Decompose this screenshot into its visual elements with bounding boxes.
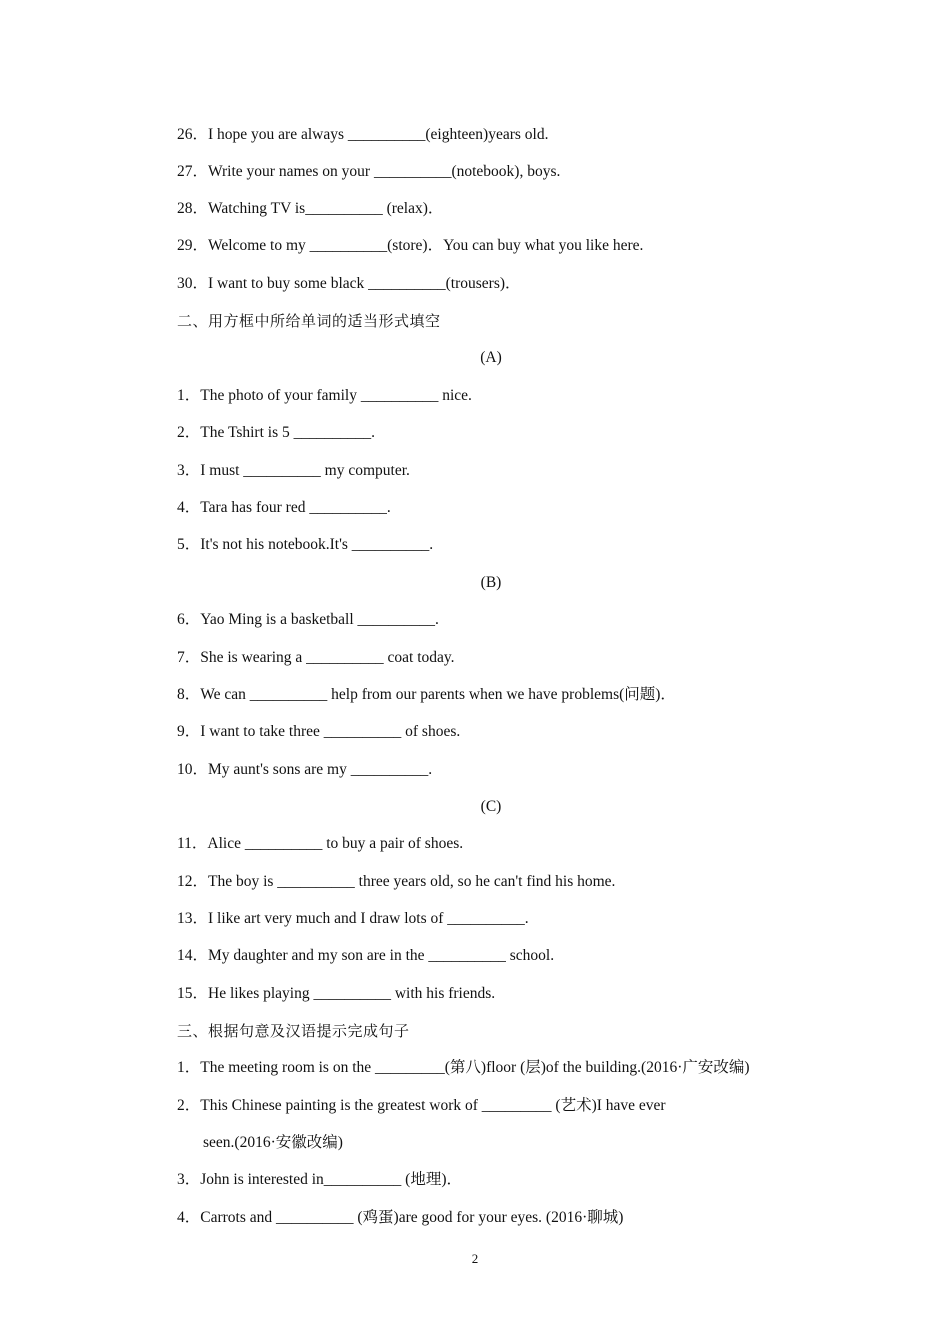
question-item: 1．The photo of your family __________ nice. xyxy=(177,387,472,404)
question-item: 26．I hope you are always __________(eighteen)years old. xyxy=(177,126,549,143)
question-item: 30．I want to buy some black __________(trousers)． xyxy=(177,275,521,292)
question-item: 2．The Tshirt is 5 __________. xyxy=(177,424,375,441)
question-item: 14．My daughter and my son are in the __________ school. xyxy=(177,947,555,964)
question-item: 28．Watching TV is__________ (relax)． xyxy=(177,200,444,217)
group-label: (C) xyxy=(480,798,502,815)
question-item: 7．She is wearing a __________ coat today. xyxy=(177,649,455,666)
question-item: 6．Yao Ming is a basketball __________. xyxy=(177,611,439,628)
question-item: 4．Tara has four red __________. xyxy=(177,499,391,516)
group-label: (B) xyxy=(480,574,502,591)
question-item: 2．This Chinese painting is the greatest work of _________ (艺术)I have ever xyxy=(177,1097,666,1114)
question-item: 11．Alice __________ to buy a pair of shoes. xyxy=(177,835,464,852)
question-item: 4．Carrots and __________ (鸡蛋)are good for your eyes. (2016·聊城) xyxy=(177,1209,624,1226)
question-item: 5．It's not his notebook.It's __________. xyxy=(177,536,434,553)
question-item-continuation: seen.(2016·安徽改编) xyxy=(203,1134,343,1151)
question-item: 9．I want to take three __________ of shoes. xyxy=(177,723,461,740)
page-number: 2 xyxy=(471,1251,479,1266)
question-item: 3．John is interested in__________ (地理)． xyxy=(177,1171,463,1188)
group-label: (A) xyxy=(480,349,502,366)
question-item: 13．I like art very much and I draw lots of __________. xyxy=(177,910,529,927)
question-item: 27．Write your names on your __________(notebook), boys. xyxy=(177,163,561,180)
question-item: 12．The boy is __________ three years old, so he can't find his home. xyxy=(177,873,616,890)
question-item: 1．The meeting room is on the _________(第八)floor (层)of the building.(2016·广安改编) xyxy=(177,1059,750,1076)
section-heading: 二、用方框中所给单词的适当形式填空 xyxy=(177,312,441,330)
question-item: 29．Welcome to my __________(store)．You can buy what you like here. xyxy=(177,237,644,254)
question-item: 8．We can __________ help from our parents when we have problems(问题)． xyxy=(177,686,676,703)
question-item: 15．He likes playing __________ with his friends. xyxy=(177,985,496,1002)
section-heading: 三、根据句意及汉语提示完成句子 xyxy=(177,1022,410,1040)
question-item: 3．I must __________ my computer. xyxy=(177,462,410,479)
question-item: 10．My aunt's sons are my __________. xyxy=(177,761,433,778)
